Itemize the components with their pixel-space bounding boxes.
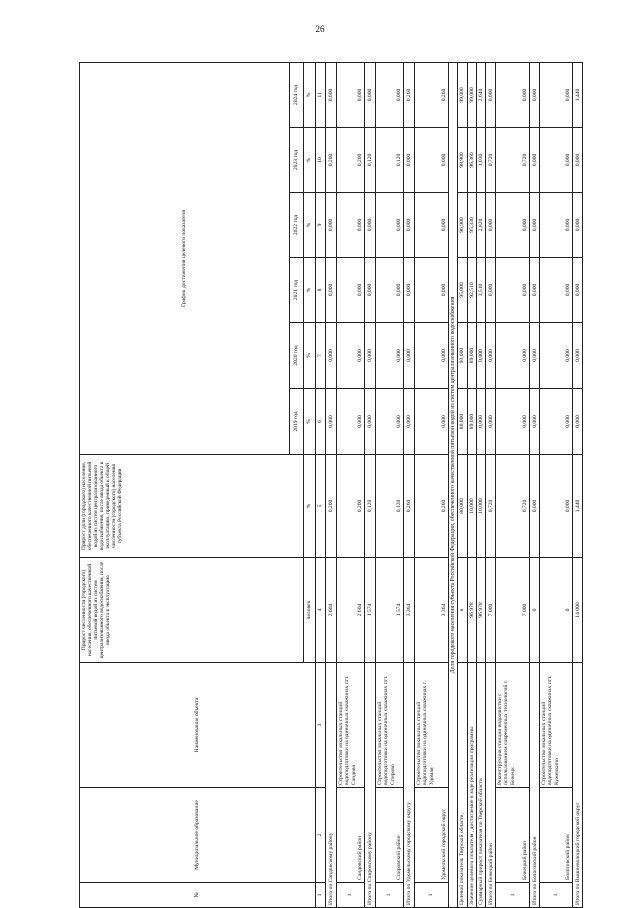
total-row-label: Итого по Бежецкий район [486, 663, 496, 908]
year-value: 0,000 [486, 389, 496, 455]
people-cell: 2 604 [326, 558, 337, 663]
municipality-cell: Сандовский район [337, 788, 365, 883]
year-value: 89,000 [467, 323, 476, 389]
year-value: 93,000 [458, 323, 467, 389]
year-value: 0,000 [326, 258, 337, 323]
header-num: № [80, 883, 316, 908]
share-cell: 0,260 [404, 455, 415, 558]
year-value: 0,200 [337, 128, 365, 193]
year-value: 0,000 [530, 128, 540, 193]
unit-percent: % [304, 193, 316, 258]
year-value: 0,000 [365, 62, 376, 127]
year-value: 0,000 [530, 389, 540, 455]
target-indicator-label: Целевой показатель Тверской области, [458, 663, 467, 908]
row-number: 1 [415, 883, 449, 908]
year-value: 2,820 [476, 193, 485, 258]
year-value: 0,000 [530, 193, 540, 258]
year-value: 0,000 [337, 323, 365, 389]
year-value: 0,000 [540, 193, 573, 258]
column-number: 6 [316, 389, 326, 455]
column-number: 4 [316, 558, 326, 663]
year-value: 0,000 [337, 389, 365, 455]
header-year: 2020 год [290, 323, 304, 389]
share-cell: 0,000 [540, 455, 573, 558]
year-value: 0,120 [365, 128, 376, 193]
header-year: 2022 год [290, 193, 304, 258]
year-value: 0,000 [337, 62, 365, 127]
row-number: 1 [540, 883, 573, 908]
people-cell: 0 [540, 558, 573, 663]
row-number: 1 [376, 883, 404, 908]
object-cell: Строительство локальных станций водоподготовки на одиночных скважинах пгт. Сандово [337, 663, 365, 788]
municipality-cell: Бологовский район [540, 788, 573, 883]
year-value: 0,000 [530, 323, 540, 389]
year-value: 0,000 [573, 323, 583, 389]
year-value: 0,000 [337, 258, 365, 323]
municipality-cell: Спировский район [376, 788, 404, 883]
year-value: 99,000 [458, 62, 467, 127]
year-value: 0,000 [415, 323, 449, 389]
unit-percent: % [304, 323, 316, 389]
year-value: 0,000 [365, 193, 376, 258]
people-cell: 7 000 [496, 558, 530, 663]
year-value: 0,000 [486, 62, 496, 127]
year-value: 0,000 [496, 389, 530, 455]
year-value: 0,000 [530, 258, 540, 323]
share-cell: 0,120 [376, 455, 404, 558]
year-value: 0,000 [496, 62, 530, 127]
year-value: 0,000 [540, 128, 573, 193]
people-cell: 2 604 [337, 558, 365, 663]
share-cell: 0,720 [486, 455, 496, 558]
total-row-label: Итого по Удомельскому городскому округу [404, 663, 415, 908]
year-value: 0,000 [415, 258, 449, 323]
column-number: 3 [316, 663, 326, 788]
indicator-table [79, 62, 583, 908]
year-value: 0,000 [376, 193, 404, 258]
year-value: 0,000 [540, 389, 573, 455]
total-row-label: Итого по Спировскому району [365, 663, 376, 908]
page-number: 26 [315, 24, 325, 34]
year-value: 0,000 [476, 323, 485, 389]
object-cell: Строительство локальных станций водоподготовки на одиночных скважинах г. Удомля [415, 663, 449, 788]
year-value: 0,000 [404, 258, 415, 323]
share-cell: 10,000 [467, 455, 476, 558]
column-number: 9 [316, 193, 326, 258]
total-row-label: Итого по Сандовскому району [326, 663, 337, 908]
share-cell: 1,440 [573, 455, 583, 558]
year-value: 0,000 [337, 193, 365, 258]
year-value: 0,260 [415, 62, 449, 127]
people-cell: 3 364 [404, 558, 415, 663]
header-municipality: Муниципальное образование [80, 788, 316, 883]
people-cell: 14 000 [573, 558, 583, 663]
header-share-growth: Прирост доли (городского) населения, обеспеченного качественной питьевой водой из систем централизованного водоснабжения, после ввода объекта в эксплуатацию, приведенный к общей численности (городского) населения субъекта Российской Федерации [80, 455, 304, 558]
people-cell: 7 000 [486, 558, 496, 663]
object-cell: Строительство локальных станций водоподготовки на одиночных скважинах пгт. Спирово [376, 663, 404, 788]
column-number: 7 [316, 323, 326, 389]
object-cell: Строительство локальных станций водоподготовки на одиночных скважинах пгт. Куженкино [540, 663, 573, 788]
year-value: 0,000 [365, 389, 376, 455]
year-value: 0,000 [326, 193, 337, 258]
year-value: 0,000 [326, 389, 337, 455]
header-year: 2019 год [290, 389, 304, 455]
header-object-name: Наименование объекта [80, 663, 316, 788]
year-value: 95,000 [458, 258, 467, 323]
municipality-cell: Удомельский городской округ [415, 788, 449, 883]
unit-percent: % [304, 258, 316, 323]
row-number: 1 [337, 883, 365, 908]
year-value: 0,000 [415, 128, 449, 193]
year-value: 0,000 [486, 323, 496, 389]
year-value: 0,000 [573, 193, 583, 258]
year-value: 0,000 [573, 389, 583, 455]
year-value: 0,000 [540, 323, 573, 389]
section-heading: Доля городского населения субъекта Российской Федерации, обеспеченного качественной питьевой водой из систем централизованного водоснабжения [449, 62, 458, 907]
year-value: 0,000 [496, 323, 530, 389]
year-value: 0,000 [326, 62, 337, 127]
column-number: 8 [316, 258, 326, 323]
total-row-label: Итого по Вышневолоцкий городской округ [573, 663, 583, 908]
people-cell: 96 978 [476, 558, 485, 663]
header-schedule: График достижения целевого показателя [80, 62, 290, 454]
unit-percent: % [304, 389, 316, 455]
share-cell: 10,000 [476, 455, 485, 558]
year-value: 0,000 [404, 389, 415, 455]
row-number: 1 [496, 883, 530, 908]
year-value: 0,000 [376, 62, 404, 127]
year-value: 2,640 [476, 62, 485, 127]
municipality-cell: Бежецкий район [496, 788, 530, 883]
year-value: 0,000 [365, 258, 376, 323]
share-cell: 0,200 [337, 455, 365, 558]
year-value: 0,260 [404, 62, 415, 127]
year-value: 0,720 [496, 128, 530, 193]
people-cell: 3 364 [415, 558, 449, 663]
people-cell: 96 978 [467, 558, 476, 663]
year-value: 92,510 [467, 258, 476, 323]
year-value: 0,000 [404, 128, 415, 193]
year-value: 0,000 [415, 193, 449, 258]
year-value: 0,000 [496, 258, 530, 323]
column-number: 1 [316, 883, 326, 908]
column-number: 11 [316, 62, 326, 127]
year-value: 0,000 [496, 193, 530, 258]
unit-people: человек [304, 558, 316, 663]
year-value: 0,000 [540, 62, 573, 127]
year-value: 0,000 [540, 258, 573, 323]
year-value: 0,000 [530, 62, 540, 127]
year-value: 0,000 [404, 193, 415, 258]
unit-percent: % [304, 128, 316, 193]
column-number: 2 [316, 788, 326, 883]
column-number: 5 [316, 455, 326, 558]
year-value: 96,360 [467, 128, 476, 193]
people-cell: 0 [530, 558, 540, 663]
header-year: 2021 год [290, 258, 304, 323]
year-value: 0,120 [376, 128, 404, 193]
people-cell: 1 574 [376, 558, 404, 663]
year-value: 96,900 [458, 193, 467, 258]
unit-percent: % [304, 455, 316, 558]
share-cell: 0,000 [530, 455, 540, 558]
total-growth-label: Суммарный прирост показателя по Тверской области [476, 663, 485, 908]
year-value: 0,720 [486, 128, 496, 193]
year-value: 99,000 [467, 62, 476, 127]
year-value: 0,000 [486, 193, 496, 258]
year-value: 0,000 [573, 258, 583, 323]
year-value: 0,000 [404, 323, 415, 389]
share-cell: 0,260 [415, 455, 449, 558]
people-cell: в [458, 558, 467, 663]
rotated-table-container [79, 63, 581, 908]
achieved-indicator-label: Значение целевого показателя , достигаемое в ходе реализации программы [467, 663, 476, 908]
share-cell: 0,120 [365, 455, 376, 558]
year-value: 0,000 [376, 258, 404, 323]
share-cell: 0,200 [326, 455, 337, 558]
year-value: 0,200 [326, 128, 337, 193]
total-row-label: Итого по Бологовский район [530, 663, 540, 908]
year-value: 0,000 [376, 389, 404, 455]
year-value: 80,000 [458, 389, 467, 455]
year-value: 0,000 [415, 389, 449, 455]
year-value: 1,440 [573, 62, 583, 127]
year-value: 89,000 [467, 389, 476, 455]
people-cell: 1 574 [365, 558, 376, 663]
header-year: 2023 год [290, 128, 304, 193]
year-value: 0,000 [365, 323, 376, 389]
year-value: 95,330 [467, 193, 476, 258]
year-value: 0,000 [376, 323, 404, 389]
year-value: 98,900 [458, 128, 467, 193]
year-value: 3,510 [476, 258, 485, 323]
unit-percent: % [304, 62, 316, 127]
year-value: 0,000 [476, 389, 485, 455]
share-cell: 0,720 [496, 455, 530, 558]
share-cell: 80,000 [458, 455, 467, 558]
year-value: 1,030 [476, 128, 485, 193]
year-value: 0,000 [486, 258, 496, 323]
year-value: 0,000 [326, 323, 337, 389]
column-number: 10 [316, 128, 326, 193]
header-population-growth: Прирост численности (городского) населения, обеспеченного качественной питьевой водой из систем централизованного водоснабжения, после ввода объекта в эксплуатацию [80, 558, 304, 663]
year-value: 0,000 [573, 128, 583, 193]
header-year: 2024 год [290, 62, 304, 127]
object-cell: Реконструкция станции водоочистки с использованием современных технологий г. Бежецк [496, 663, 530, 788]
